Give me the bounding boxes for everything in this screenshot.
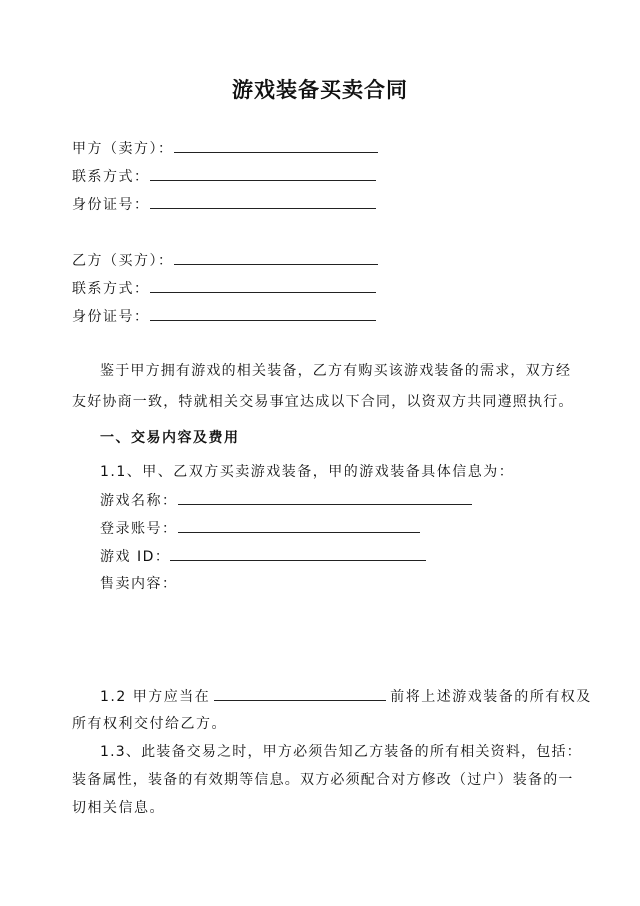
delivery-date-blank — [214, 686, 386, 701]
party-b-contact-blank — [150, 278, 376, 293]
party-b-id-label: 身份证号： — [72, 309, 150, 325]
party-a-name-blank — [174, 138, 378, 153]
sale-content-label: 售卖内容： — [100, 576, 178, 592]
party-b-contact-row — [72, 278, 376, 299]
party-a-name-row — [72, 138, 378, 159]
party-b-id-blank — [150, 306, 376, 321]
game-name-label: 游戏名称： — [100, 493, 178, 509]
clause-1-2-line-2: 所有权利交付给乙方。 — [72, 716, 227, 732]
clause-1-2-before: 1.2 甲方应当在 — [100, 689, 211, 705]
game-id-blank — [170, 546, 426, 561]
party-a-id-label: 身份证号： — [72, 197, 150, 213]
clause-1-1: 1.1、甲、乙双方买卖游戏装备，甲的游戏装备具体信息为： — [100, 464, 515, 480]
party-b-contact-label: 联系方式： — [72, 281, 150, 297]
party-a-contact-blank — [150, 166, 376, 181]
party-a-id-blank — [150, 194, 376, 209]
clause-1-3-line-2: 装备属性，装备的有效期等信息。双方必须配合对方修改（过户）装备的一 — [72, 772, 574, 788]
party-a-name-label: 甲方（卖方）： — [72, 141, 174, 157]
login-account-blank — [178, 518, 420, 533]
sale-content-row — [100, 574, 178, 594]
party-a-contact-label: 联系方式： — [72, 169, 150, 185]
preamble-line-1: 鉴于甲方拥有游戏的相关装备，乙方有购买该游戏装备的需求，双方经 — [100, 363, 572, 379]
clause-1-2-after: 前将上述游戏装备的所有权及 — [390, 689, 592, 705]
party-a-contact-row — [72, 166, 376, 187]
clause-1-2-line-1 — [100, 686, 592, 707]
party-a-id-row — [72, 194, 376, 215]
party-b-name-blank — [174, 250, 378, 265]
party-b-id-row — [72, 306, 376, 327]
document-title: 游戏装备买卖合同 — [232, 77, 408, 102]
login-account-label: 登录账号： — [100, 521, 178, 537]
clause-1-3-line-3: 切相关信息。 — [72, 800, 165, 816]
party-b-name-row — [72, 250, 378, 271]
game-id-row — [100, 546, 426, 567]
game-name-blank — [178, 490, 472, 505]
party-b-name-label: 乙方（买方）： — [72, 253, 174, 269]
game-name-row — [100, 490, 472, 511]
game-id-label: 游戏 ID： — [100, 549, 171, 565]
section-1-heading: 一、交易内容及费用 — [100, 430, 240, 446]
clause-1-3-line-1: 1.3、此装备交易之时，甲方必须告知乙方装备的所有相关资料，包括： — [100, 744, 582, 760]
preamble-line-2: 友好协商一致，特就相关交易事宜达成以下合同，以资双方共同遵照执行。 — [72, 394, 574, 410]
login-account-row — [100, 518, 420, 539]
